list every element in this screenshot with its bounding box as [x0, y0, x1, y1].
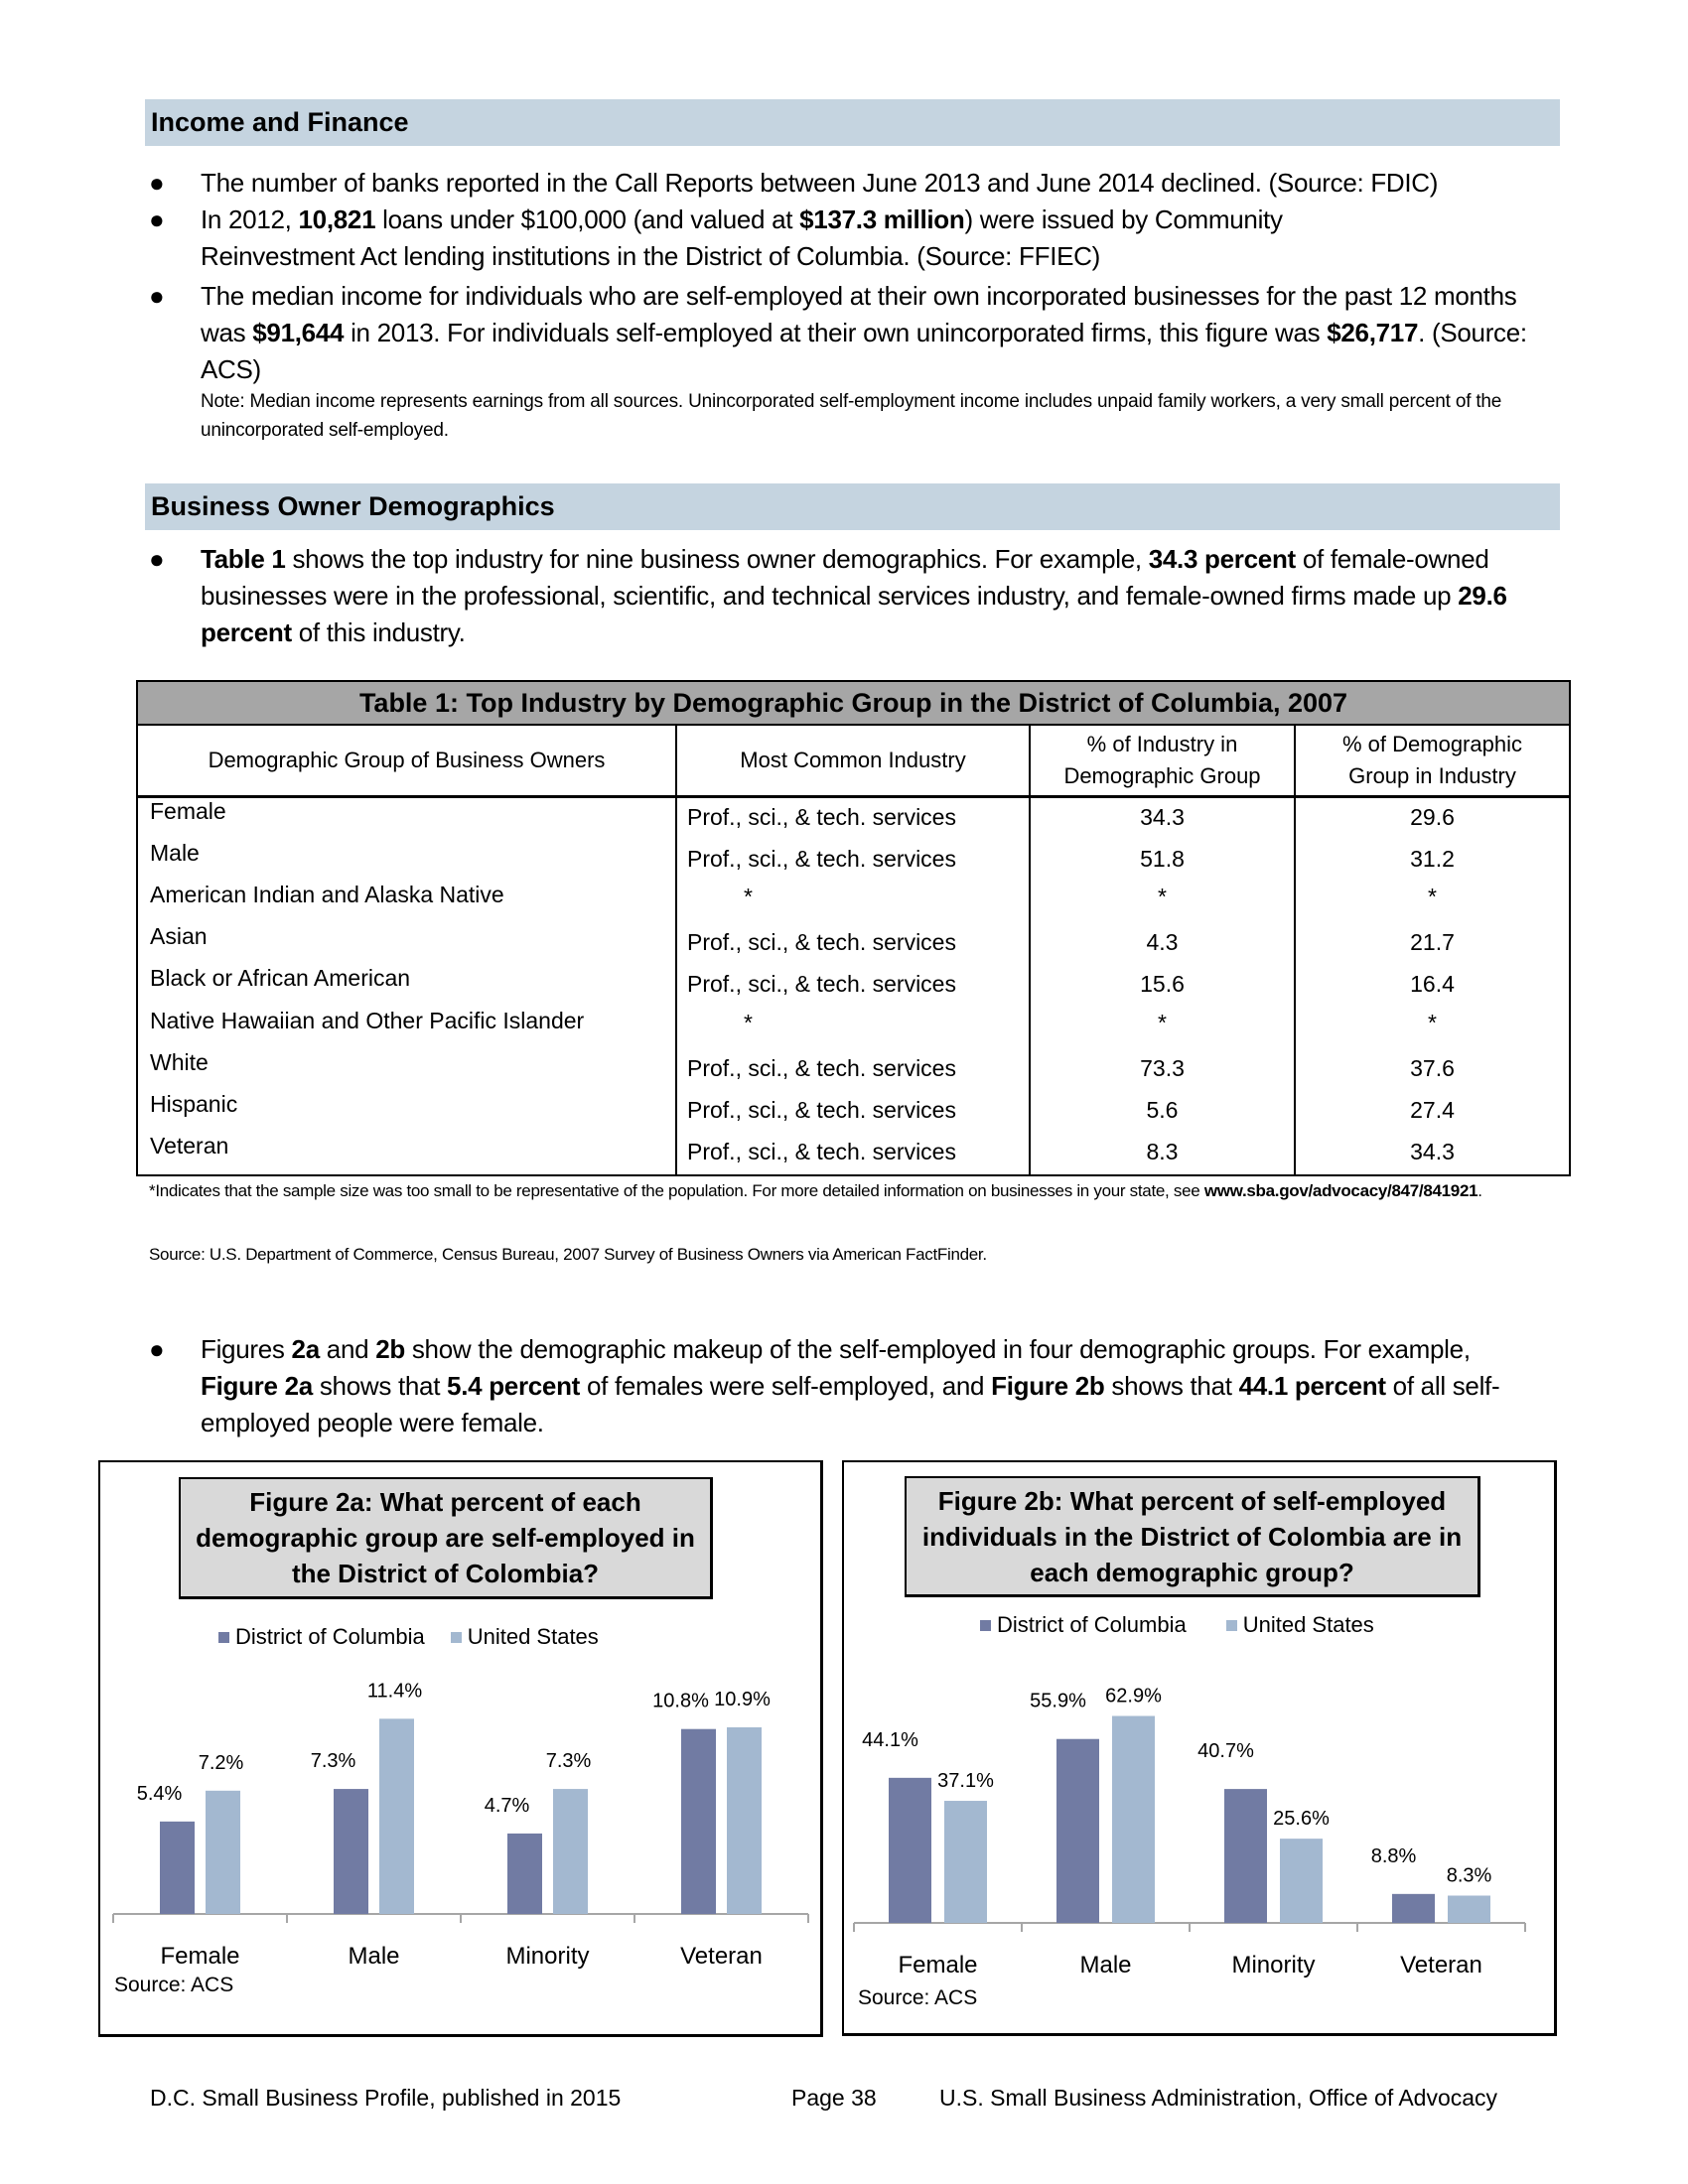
- cell-pct-industry: 4.3: [1146, 929, 1179, 956]
- bar-dc-minority: [507, 1834, 542, 1914]
- figure-2a-title: Figure 2a: What percent of each demographic group are self-employed in the District of Colombia?: [179, 1477, 713, 1599]
- bold-text: Table 1: [201, 544, 286, 574]
- table-row: [138, 1008, 1569, 1048]
- data-label: 5.4%: [136, 1782, 183, 1805]
- cell-pct-group: *: [1428, 1009, 1437, 1035]
- cell-pct-group: 31.2: [1410, 846, 1455, 873]
- bar-dc-male: [334, 1789, 368, 1914]
- data-label: 10.8%: [652, 1690, 709, 1712]
- section-title: Business Owner Demographics: [151, 491, 555, 521]
- table-footnote: *Indicates that the sample size was too small to be representative of the population. For more detailed information on businesses in your state, see www.sba.gov/advocacy/847/841921.: [149, 1181, 1482, 1200]
- bold-text: 10,821: [298, 205, 376, 234]
- cell-demographic: Veteran: [150, 1132, 229, 1159]
- figure-2b-chart: [844, 1462, 1556, 2035]
- income-bullet: [201, 202, 1412, 275]
- cell-demographic: Black or African American: [150, 965, 411, 992]
- text-run: of female-owned businesses were in the professional, scientific, and technical services industry, and female-owned firms made up: [201, 544, 1489, 611]
- figure-2a: [98, 1460, 823, 2037]
- cell-pct-group: 16.4: [1410, 971, 1455, 998]
- data-label: 10.9%: [714, 1688, 771, 1710]
- cell-industry: Prof., sci., & tech. services: [687, 1138, 956, 1164]
- cell-demographic: Asian: [150, 923, 208, 950]
- cell-pct-industry: *: [1158, 884, 1167, 910]
- industry-table: [136, 680, 1571, 1176]
- bullet-icon: ●: [149, 205, 165, 234]
- legend-label: District of Columbia: [997, 1612, 1187, 1637]
- bar-us-minority: [553, 1789, 588, 1914]
- footer-publication: D.C. Small Business Profile, published in 2015: [150, 2085, 622, 2111]
- bullet-icon: ●: [149, 168, 165, 198]
- table-title: Table 1: Top Industry by Demographic Group in the District of Columbia, 2007: [138, 682, 1569, 726]
- legend-label: District of Columbia: [235, 1624, 425, 1649]
- cell-pct-industry: *: [1158, 1009, 1167, 1035]
- bold-text: 2b: [375, 1334, 405, 1364]
- bar-dc-female: [889, 1778, 931, 1923]
- bold-text: 29.6 percent: [201, 581, 1507, 647]
- text-run: ) were issued by Community Reinvestment Act lending institutions in the District of Columbia. (Source: FFIEC): [201, 205, 1283, 271]
- cell-pct-industry: 73.3: [1140, 1054, 1185, 1081]
- text-run: show the demographic makeup of the self-employed in four demographic groups. For example,: [404, 1334, 1471, 1364]
- bold-text: 34.3 percent: [1148, 544, 1296, 574]
- legend-label: United States: [467, 1624, 599, 1649]
- footer-page-number: Page 38: [791, 2085, 877, 2111]
- cell-industry: Prof., sci., & tech. services: [687, 846, 956, 873]
- bold-text: Figure 2a: [201, 1371, 313, 1401]
- bar-us-veteran: [727, 1727, 762, 1914]
- data-label: 8.3%: [1446, 1864, 1492, 1887]
- bold-text: 44.1 percent: [1238, 1371, 1386, 1401]
- text-run: The median income for individuals who are self-employed at their own incorporated businesses for the past 12 months was: [201, 281, 1517, 347]
- legend-label: United States: [1242, 1612, 1374, 1637]
- text-run: The number of banks reported in the Call Reports between June 2013 and June 2014 declined. (Source: FDIC): [201, 168, 1439, 198]
- demographics-bullet: [201, 541, 1566, 651]
- cell-demographic: White: [150, 1048, 209, 1075]
- text-run: of females were self-employed, and: [580, 1371, 992, 1401]
- text-run: . (Source: ACS): [201, 318, 1527, 384]
- text-run: and: [319, 1334, 376, 1364]
- cell-industry: Prof., sci., & tech. services: [687, 1054, 956, 1081]
- data-label: 62.9%: [1105, 1685, 1162, 1707]
- data-label: 44.1%: [862, 1728, 918, 1751]
- text-run: Figures: [201, 1334, 292, 1364]
- cell-pct-group: *: [1428, 884, 1437, 910]
- cell-pct-group: 21.7: [1410, 929, 1455, 956]
- column-header: Demographic Group of Business Owners: [208, 748, 606, 772]
- text-run: of this industry.: [291, 617, 466, 647]
- text-run: shows that: [312, 1371, 448, 1401]
- category-label: Minority: [1231, 1952, 1316, 1979]
- bar-dc-minority: [1224, 1789, 1267, 1923]
- data-label: 37.1%: [937, 1770, 994, 1793]
- bold-text: 2a: [291, 1334, 320, 1364]
- data-label: 7.2%: [198, 1751, 244, 1774]
- category-label: Minority: [505, 1943, 590, 1970]
- text-run: loans under $100,000 (and valued at: [375, 205, 800, 234]
- table-row: [138, 923, 1569, 964]
- income-note: Note: Median income represents earnings from all sources. Unincorporated self-employment income includes unpaid family workers, a very small percent of the unincorporated self-employed.: [201, 391, 1502, 441]
- text-run: shows the top industry for nine business owner demographics. For example,: [285, 544, 1149, 574]
- section-title: Income and Finance: [151, 107, 409, 137]
- bold-text: $91,644: [252, 318, 345, 347]
- cell-pct-industry: 8.3: [1146, 1138, 1179, 1164]
- table-row: [138, 1133, 1569, 1173]
- table-source: Source: U.S. Department of Commerce, Census Bureau, 2007 Survey of Business Owners via American FactFinder.: [149, 1245, 987, 1264]
- text-run: In 2012,: [201, 205, 299, 234]
- bar-us-female: [944, 1801, 987, 1923]
- bar-us-minority: [1280, 1839, 1323, 1923]
- bar-dc-male: [1056, 1739, 1099, 1923]
- table-row: [138, 1091, 1569, 1132]
- cell-industry: Prof., sci., & tech. services: [687, 1096, 956, 1123]
- data-label: 40.7%: [1197, 1740, 1254, 1763]
- data-label: 8.8%: [1370, 1844, 1417, 1867]
- data-label: 11.4%: [366, 1680, 423, 1703]
- category-label: Veteran: [1400, 1952, 1482, 1979]
- column-header: % of Demographic Group in Industry: [1342, 732, 1522, 788]
- cell-pct-group: 37.6: [1410, 1054, 1455, 1081]
- category-label: Male: [348, 1943, 400, 1970]
- table-header-row: [138, 726, 1569, 798]
- cell-industry: Prof., sci., & tech. services: [687, 804, 956, 830]
- cell-pct-industry: 34.3: [1140, 804, 1185, 830]
- category-label: Male: [1079, 1952, 1132, 1979]
- table-row: [138, 965, 1569, 1006]
- bold-text: 5.4 percent: [447, 1371, 581, 1401]
- bar-dc-veteran: [681, 1729, 716, 1914]
- figure-2b-title: Figure 2b: What percent of self-employed individuals in the District of Colombia are in each demographic group?: [905, 1476, 1480, 1597]
- footnote-text: *Indicates that the sample size was too small to be representative of the population. For more detailed information on businesses in your state, see: [149, 1181, 1204, 1200]
- category-label: Veteran: [680, 1943, 763, 1970]
- data-label: 25.6%: [1273, 1808, 1330, 1831]
- cell-pct-group: 34.3: [1410, 1138, 1455, 1164]
- cell-pct-industry: 51.8: [1140, 846, 1185, 873]
- section-header-demographics: [145, 483, 1560, 530]
- table-row: [138, 1049, 1569, 1090]
- bullet-icon: ●: [149, 544, 165, 574]
- cell-demographic: Female: [150, 798, 226, 824]
- text-run: shows that: [1104, 1371, 1239, 1401]
- column-header: Most Common Industry: [740, 748, 966, 772]
- category-label: Female: [898, 1952, 978, 1979]
- figures-bullet: [201, 1331, 1551, 1441]
- cell-pct-industry: 5.6: [1146, 1096, 1179, 1123]
- data-label: 4.7%: [484, 1794, 530, 1817]
- cell-industry: *: [744, 1009, 753, 1035]
- bar-us-male: [379, 1718, 414, 1914]
- data-label: 7.3%: [545, 1750, 592, 1773]
- category-label: Female: [160, 1943, 240, 1970]
- bar-us-male: [1112, 1716, 1155, 1923]
- income-bullet: [201, 165, 1566, 202]
- bar-us-female: [206, 1791, 240, 1914]
- cell-demographic: Hispanic: [150, 1090, 238, 1117]
- figure-2b: [842, 1460, 1557, 2036]
- cell-pct-industry: 15.6: [1140, 971, 1185, 998]
- cell-industry: Prof., sci., & tech. services: [687, 971, 956, 998]
- cell-industry: Prof., sci., & tech. services: [687, 929, 956, 956]
- bar-dc-female: [160, 1822, 195, 1914]
- cell-demographic: Male: [150, 840, 200, 867]
- bold-text: Figure 2b: [991, 1371, 1105, 1401]
- footer-organization: U.S. Small Business Administration, Office of Advocacy: [939, 2085, 1498, 2111]
- data-label: 7.3%: [310, 1750, 356, 1773]
- figure-2a-chart: [100, 1462, 822, 2036]
- bold-text: $26,717: [1327, 318, 1419, 347]
- cell-pct-group: 27.4: [1410, 1096, 1455, 1123]
- income-bullet: [201, 278, 1566, 388]
- cell-demographic: Native Hawaiian and Other Pacific Islander: [150, 1007, 585, 1033]
- cell-pct-group: 29.6: [1410, 804, 1455, 830]
- cell-demographic: American Indian and Alaska Native: [150, 882, 504, 908]
- table-row: [138, 840, 1569, 881]
- table-row: [138, 798, 1569, 839]
- bullet-icon: ●: [149, 281, 165, 311]
- data-label: 55.9%: [1030, 1690, 1086, 1712]
- figure-2a-source: Source: ACS: [114, 1974, 234, 1996]
- bar-us-veteran: [1448, 1895, 1490, 1923]
- text-run: in 2013. For individuals self-employed at their own unincorporated firms, this figure was: [344, 318, 1328, 347]
- bold-text: $137.3 million: [799, 205, 965, 234]
- footnote-link[interactable]: www.sba.gov/advocacy/847/841921: [1203, 1181, 1478, 1200]
- figure-2b-source: Source: ACS: [858, 1986, 978, 2009]
- bar-dc-veteran: [1392, 1894, 1435, 1923]
- bullet-icon: ●: [149, 1334, 165, 1364]
- text-run: of all self-employed people were female.: [201, 1371, 1500, 1437]
- cell-industry: *: [744, 884, 753, 910]
- table-row: [138, 882, 1569, 922]
- column-header: % of Industry in Demographic Group: [1063, 732, 1261, 788]
- section-header-income: [145, 99, 1560, 146]
